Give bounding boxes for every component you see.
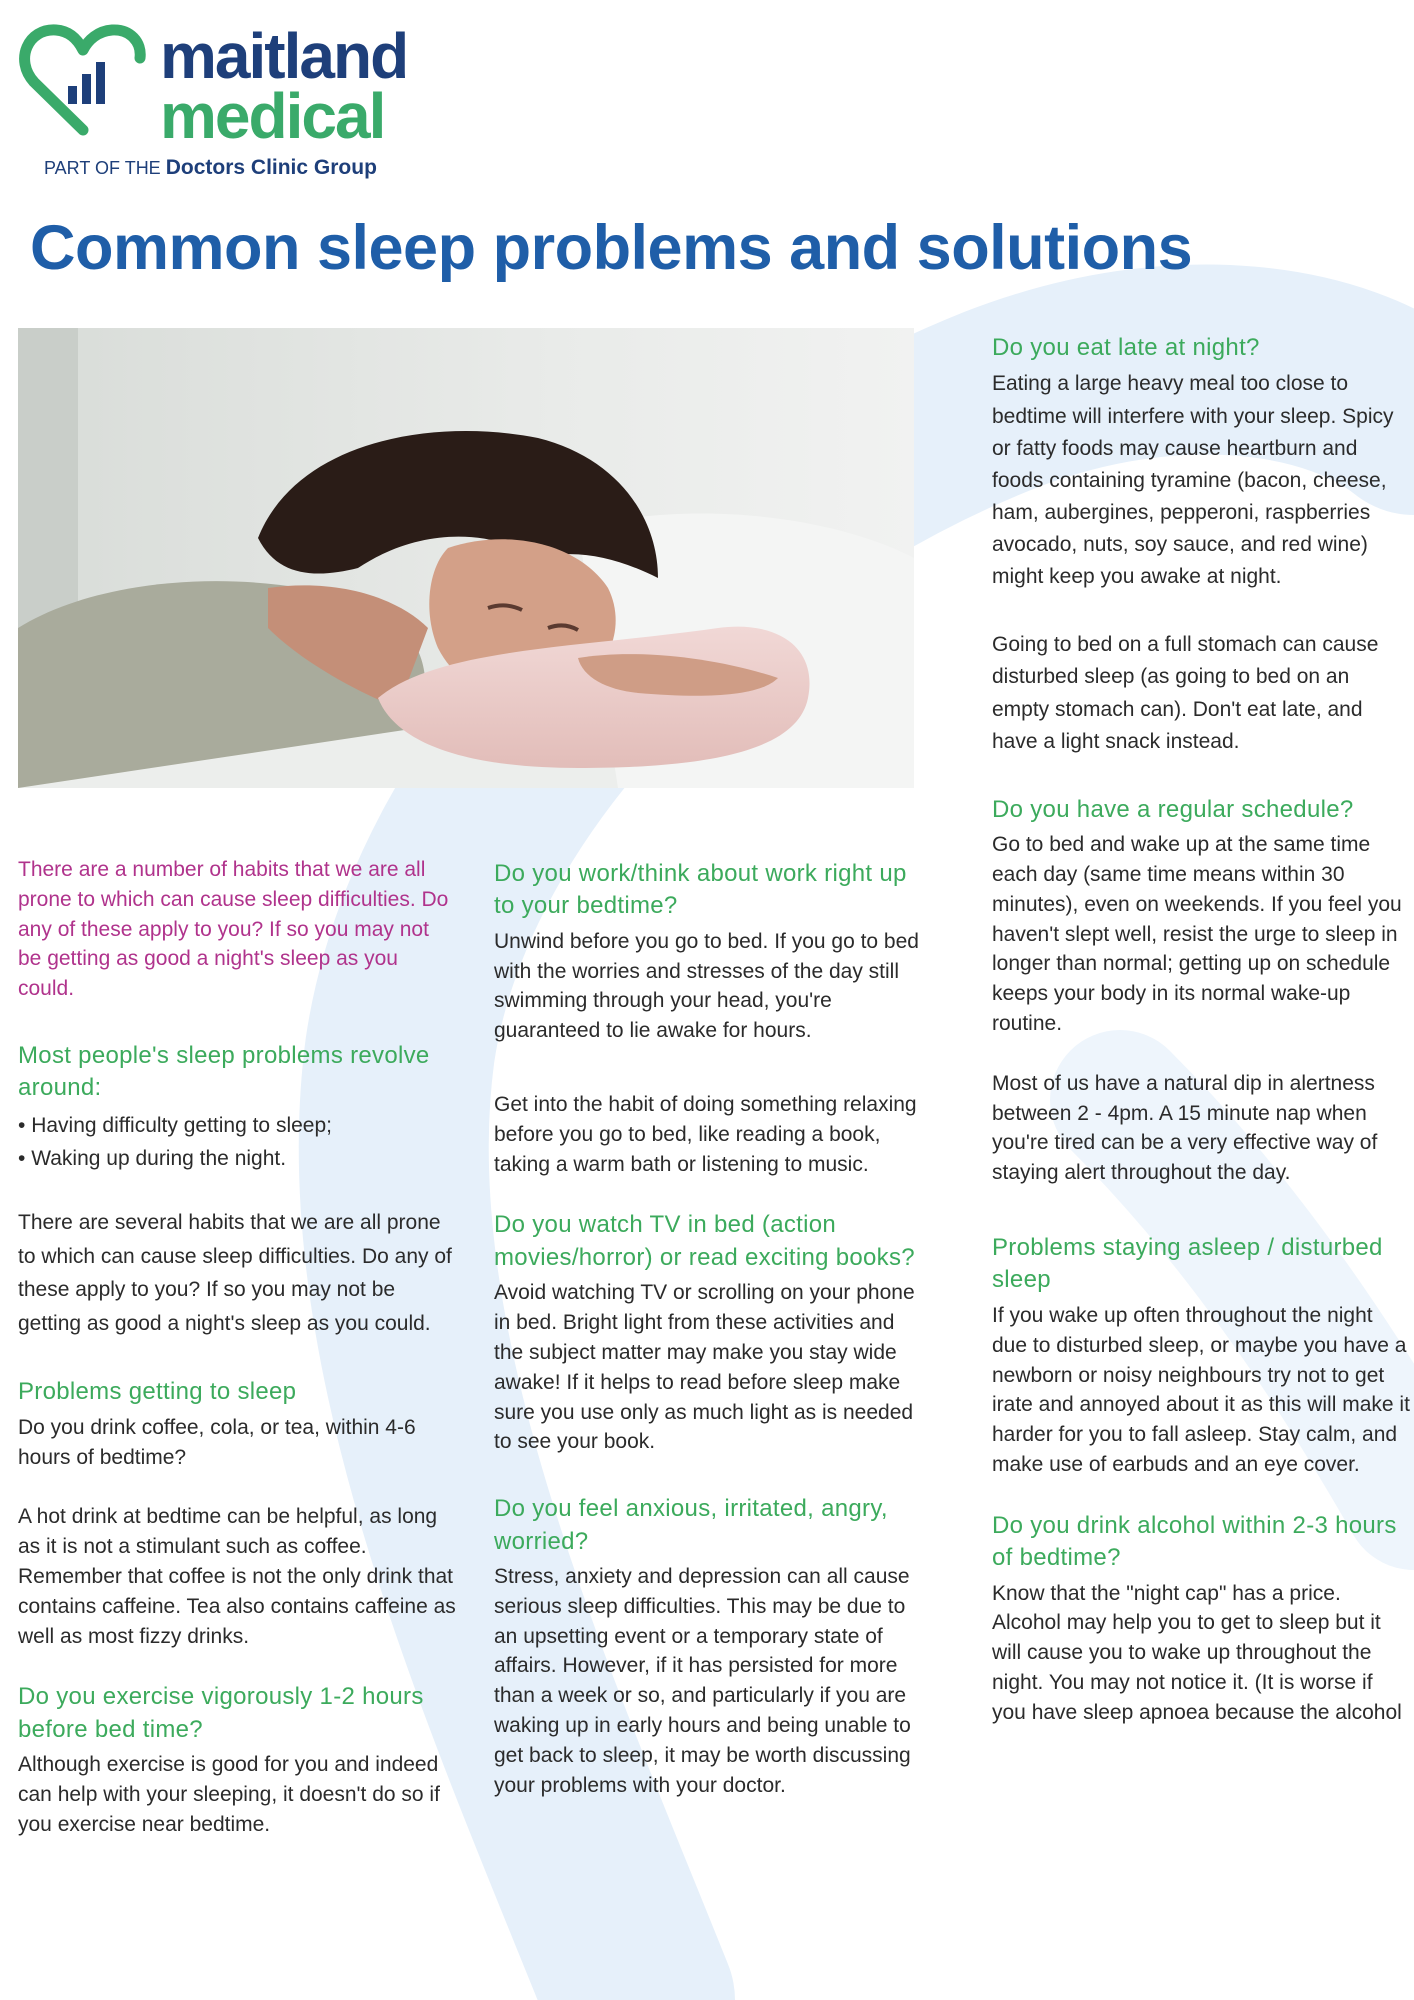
- anxious-heading: Do you feel anxious, irritated, angry, worried?: [494, 1495, 888, 1555]
- hot-drink-paragraph: A hot drink at bedtime can be helpful, as long as it is not a stimulant such as coffee. Remember that coffee is not the only drink that contains caffeine. Tea also contains caffeine as well as most fizzy drinks.: [18, 1505, 456, 1648]
- logo-word-maitland: maitland: [160, 20, 408, 92]
- sleep-problems-list: [18, 1109, 458, 1176]
- eat-late-paragraph: Eating a large heavy meal too close to bedtime will interfere with your sleep. Spicy or fatty foods may cause heartburn and foods containing tyramine (bacon, cheese, ham, aubergines, pepperoni, raspberries avocado, nuts, soy sauce, and red wine) might keep you awake at night.: [992, 372, 1394, 589]
- alcohol-heading: Do you drink alcohol within 2-3 hours of bedtime?: [992, 1511, 1397, 1572]
- column-middle: [494, 858, 928, 1800]
- list-item: • Waking up during the night.: [18, 1142, 458, 1176]
- natural-dip-paragraph: Most of us have a natural dip in alertness between 2 - 4pm. A 15 minute nap when you're tired can be a very effective way of staying alert throughout the day.: [992, 1071, 1378, 1185]
- habits-paragraph: There are several habits that we are all prone to which can cause sleep difficulties. Do any of these apply to you? If so you may not be getting as good a night's sleep as you could.: [18, 1211, 452, 1335]
- column-left: [18, 855, 458, 1840]
- logo-word-medical: medical: [160, 80, 385, 152]
- tv-heading: Do you watch TV in bed (action movies/horror) or read exciting books?: [494, 1211, 915, 1271]
- intro-paragraph: There are a number of habits that we are all prone to which can cause sleep difficulties. Do any of these apply to you? If so you may not be getting as good a night's sleep as you could.: [18, 858, 449, 1001]
- anxious-paragraph: Stress, anxiety and depression can all cause serious sleep difficulties. This may be due to an upsetting event or a temporary state of affairs. However, if it has persisted for more than a week or so, and particularly if you are waking up in early hours and being unable to get back to sleep, it may be worth discussing your problems with your doctor.: [494, 1564, 911, 1797]
- maitland-medical-logo: [18, 22, 438, 192]
- regular-schedule-heading: Do you have a regular schedule?: [992, 795, 1354, 823]
- staying-asleep-heading: Problems staying asleep / disturbed sleep: [992, 1234, 1383, 1294]
- getting-to-sleep-heading: Problems getting to sleep: [18, 1378, 297, 1406]
- column-right: [992, 332, 1410, 1728]
- work-heading: Do you work/think about work right up to your bedtime?: [494, 860, 907, 920]
- heart-chart-icon: [18, 22, 148, 142]
- alcohol-paragraph: Know that the "night cap" has a price. Alcohol may help you to get to sleep but it will cause you to wake up throughout the night. You may not notice it. (It is worse if you have sleep apnoea because the alcohol: [992, 1581, 1402, 1724]
- logo-tagline: [44, 156, 377, 180]
- getting-to-sleep-paragraph: Do you drink coffee, cola, or tea, within 4-6 hours of bedtime?: [18, 1415, 416, 1469]
- exercise-paragraph: Although exercise is good for you and indeed can help with your sleeping, it doesn't do so if you exercise near bedtime.: [18, 1753, 440, 1836]
- list-item: • Having difficulty getting to sleep;: [18, 1109, 458, 1143]
- page-title: Common sleep problems and solutions: [30, 213, 1193, 283]
- relaxing-habit-paragraph: Get into the habit of doing something relaxing before you go to bed, like reading a book, taking a warm bath or listening to music.: [494, 1093, 917, 1176]
- tagline-group: Doctors Clinic Group: [165, 156, 377, 179]
- tv-paragraph: Avoid watching TV or scrolling on your phone in bed. Bright light from these activities and the subject matter may make you stay wide awake! If it helps to read before sleep make sure you use only as much light as is needed to see your book.: [494, 1281, 915, 1454]
- sleeping-woman-photo: [18, 328, 914, 788]
- work-paragraph: Unwind before you go to bed. If you go to bed with the worries and stresses of the day still swimming through your head, you're guaranteed to lie awake for hours.: [494, 929, 919, 1043]
- eat-late-heading: Do you eat late at night?: [992, 334, 1260, 361]
- sleep-problems-heading: Most people's sleep problems revolve around:: [18, 1042, 430, 1102]
- full-stomach-paragraph: Going to bed on a full stomach can cause disturbed sleep (as going to bed on an empty stomach can). Don't eat late, and have a light snack instead.: [992, 633, 1379, 753]
- regular-schedule-paragraph: Go to bed and wake up at the same time each day (same time means within 30 minutes), even on weekends. If you feel you haven't slept well, resist the urge to sleep in longer than normal; getting up on schedule keeps your body in its normal wake-up routine.: [992, 833, 1402, 1036]
- exercise-heading: Do you exercise vigorously 1-2 hours before bed time?: [18, 1683, 424, 1743]
- tagline-prefix: PART OF THE: [44, 158, 161, 178]
- staying-asleep-paragraph: If you wake up often throughout the night due to disturbed sleep, or maybe you have a newborn or noisy neighbours try not to get irate and annoyed about it as this will make it harder for you to fall asleep. Stay calm, and make use of earbuds and an eye cover.: [992, 1303, 1410, 1476]
